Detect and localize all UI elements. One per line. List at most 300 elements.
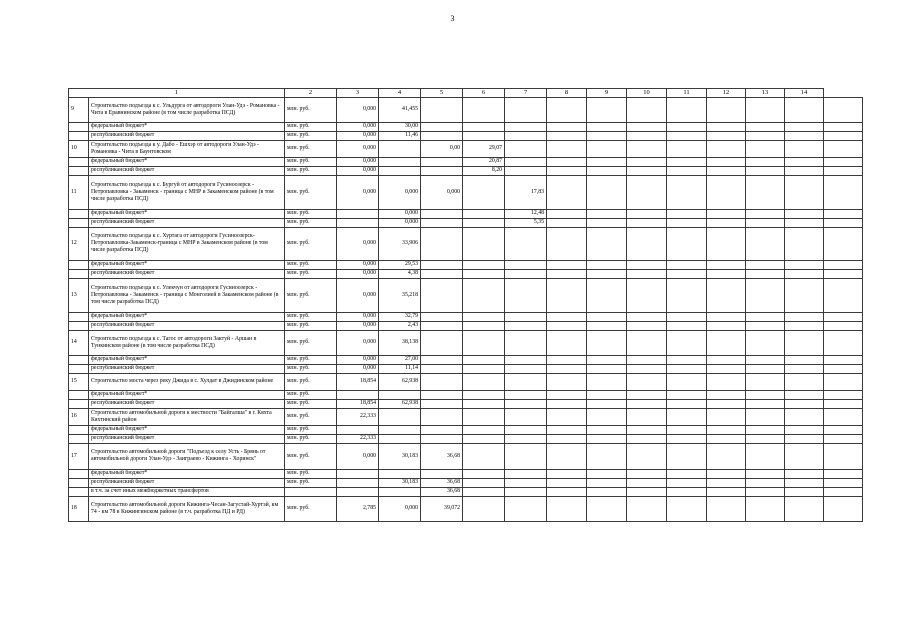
value-col5-cell: 36,68 bbox=[421, 478, 463, 487]
empty-cell bbox=[746, 355, 785, 364]
empty-cell bbox=[627, 140, 667, 157]
column-header: 11 bbox=[667, 89, 707, 98]
value-col4-cell: 11,46 bbox=[379, 131, 421, 140]
empty-cell bbox=[587, 321, 627, 330]
value-col4-cell: 0,000 bbox=[379, 175, 421, 209]
table-row bbox=[69, 227, 863, 260]
empty-cell bbox=[707, 166, 746, 175]
unit-cell: млн. руб. bbox=[285, 260, 337, 269]
value-col4-cell bbox=[379, 390, 421, 399]
row-number-cell: 14 bbox=[69, 330, 89, 355]
value-col4-cell: 33,906 bbox=[379, 227, 421, 260]
row-number-cell bbox=[69, 364, 89, 373]
value-col4-cell: 11,14 bbox=[379, 364, 421, 373]
value-col6-cell bbox=[463, 364, 505, 373]
item-name-cell: республиканский бюджет bbox=[89, 434, 285, 443]
row-number-cell bbox=[69, 260, 89, 269]
row-number-cell bbox=[69, 269, 89, 278]
empty-cell bbox=[547, 218, 587, 227]
empty-cell bbox=[824, 175, 863, 209]
value-col6-cell bbox=[463, 425, 505, 434]
empty-cell bbox=[824, 478, 863, 487]
unit-cell: млн. руб. bbox=[285, 425, 337, 434]
empty-cell bbox=[627, 278, 667, 312]
empty-cell bbox=[707, 443, 746, 469]
value-col4-cell: 30,00 bbox=[379, 122, 421, 131]
empty-cell bbox=[627, 218, 667, 227]
value-col5-cell bbox=[421, 399, 463, 408]
table-row bbox=[69, 175, 863, 209]
row-number-cell: 15 bbox=[69, 373, 89, 390]
row-number-cell bbox=[69, 469, 89, 478]
row-number-cell bbox=[69, 487, 89, 496]
empty-cell bbox=[587, 425, 627, 434]
empty-cell bbox=[746, 408, 785, 425]
empty-cell bbox=[824, 312, 863, 321]
empty-cell bbox=[824, 321, 863, 330]
value-col7-cell bbox=[505, 469, 547, 478]
empty-cell bbox=[667, 478, 707, 487]
unit-cell: млн. руб. bbox=[285, 390, 337, 399]
empty-cell bbox=[746, 399, 785, 408]
empty-cell bbox=[824, 131, 863, 140]
value-col6-cell bbox=[463, 312, 505, 321]
empty-cell bbox=[746, 97, 785, 122]
table-row bbox=[69, 166, 863, 175]
value-col5-cell bbox=[421, 97, 463, 122]
value-col3-cell: 0,000 bbox=[337, 175, 379, 209]
empty-cell bbox=[627, 496, 667, 521]
value-col6-cell bbox=[463, 330, 505, 355]
item-name-cell: федеральный бюджет* bbox=[89, 260, 285, 269]
empty-cell bbox=[547, 131, 587, 140]
empty-cell bbox=[587, 496, 627, 521]
row-number-cell bbox=[69, 478, 89, 487]
value-col7-cell bbox=[505, 278, 547, 312]
unit-cell: млн. руб. bbox=[285, 140, 337, 157]
unit-cell: млн. руб. bbox=[285, 496, 337, 521]
empty-cell bbox=[587, 408, 627, 425]
value-col5-cell bbox=[421, 364, 463, 373]
column-header: 10 bbox=[627, 89, 667, 98]
value-col4-cell: 38,138 bbox=[379, 330, 421, 355]
table-row bbox=[69, 157, 863, 166]
empty-cell bbox=[785, 330, 824, 355]
item-name-cell: Строительство автомобильной дороги "Подъезд к селу Усть - Брянь от автомобильной дороги Улан-Удэ - Заиграево - Кижинга - Хоринск" bbox=[89, 443, 285, 469]
value-col4-cell: 27,00 bbox=[379, 355, 421, 364]
table-row bbox=[69, 278, 863, 312]
empty-cell bbox=[627, 122, 667, 131]
empty-cell bbox=[587, 97, 627, 122]
empty-cell bbox=[587, 175, 627, 209]
empty-cell bbox=[547, 478, 587, 487]
empty-cell bbox=[746, 166, 785, 175]
empty-cell bbox=[547, 312, 587, 321]
value-col5-cell bbox=[421, 425, 463, 434]
empty-cell bbox=[746, 227, 785, 260]
value-col6-cell bbox=[463, 131, 505, 140]
item-name-cell: Строительство подъезда к с. Бургуй от автодороги Гусиноозерск - Петропавловка - Закаменск - граница с МНР в Закаменском районе (в том числе разработка ПСД) bbox=[89, 175, 285, 209]
value-col5-cell bbox=[421, 373, 463, 390]
table-row bbox=[69, 330, 863, 355]
unit-cell: млн. руб. bbox=[285, 434, 337, 443]
value-col7-cell bbox=[505, 157, 547, 166]
value-col5-cell bbox=[421, 390, 463, 399]
empty-cell bbox=[627, 408, 667, 425]
value-col6-cell: 20,87 bbox=[463, 157, 505, 166]
value-col5-cell bbox=[421, 330, 463, 355]
value-col7-cell bbox=[505, 330, 547, 355]
empty-cell bbox=[824, 364, 863, 373]
empty-cell bbox=[587, 278, 627, 312]
empty-cell bbox=[627, 390, 667, 399]
empty-cell bbox=[746, 122, 785, 131]
row-number-cell bbox=[69, 157, 89, 166]
table-row bbox=[69, 496, 863, 521]
empty-cell bbox=[547, 364, 587, 373]
row-number-cell: 17 bbox=[69, 443, 89, 469]
empty-cell bbox=[667, 496, 707, 521]
empty-cell bbox=[707, 278, 746, 312]
value-col3-cell: 18,854 bbox=[337, 373, 379, 390]
empty-cell bbox=[746, 140, 785, 157]
value-col5-cell bbox=[421, 355, 463, 364]
empty-cell bbox=[824, 399, 863, 408]
empty-cell bbox=[627, 330, 667, 355]
empty-cell bbox=[707, 209, 746, 218]
unit-cell: млн. руб. bbox=[285, 373, 337, 390]
table-row bbox=[69, 218, 863, 227]
value-col5-cell bbox=[421, 122, 463, 131]
column-header: 3 bbox=[337, 89, 379, 98]
empty-cell bbox=[707, 478, 746, 487]
empty-cell bbox=[627, 269, 667, 278]
value-col7-cell bbox=[505, 260, 547, 269]
empty-cell bbox=[587, 122, 627, 131]
empty-cell bbox=[707, 131, 746, 140]
empty-cell bbox=[785, 390, 824, 399]
value-col3-cell: 0,000 bbox=[337, 355, 379, 364]
value-col5-cell: 36,68 bbox=[421, 487, 463, 496]
column-header: 7 bbox=[505, 89, 547, 98]
empty-cell bbox=[785, 496, 824, 521]
value-col7-cell bbox=[505, 373, 547, 390]
unit-cell: млн. руб. bbox=[285, 218, 337, 227]
row-number-cell: 16 bbox=[69, 408, 89, 425]
empty-cell bbox=[824, 97, 863, 122]
value-col4-cell bbox=[379, 434, 421, 443]
item-name-cell: республиканский бюджет bbox=[89, 399, 285, 408]
value-col7-cell bbox=[505, 166, 547, 175]
empty-cell bbox=[746, 269, 785, 278]
empty-cell bbox=[587, 227, 627, 260]
empty-cell bbox=[547, 469, 587, 478]
item-name-cell: Строительство подъезда к с. Тагос от автодороги Зактуй - Аршан в Тункинском районе (в том числе разработка ПСД) bbox=[89, 330, 285, 355]
item-name-cell: республиканский бюджет bbox=[89, 269, 285, 278]
value-col6-cell bbox=[463, 209, 505, 218]
empty-cell bbox=[785, 122, 824, 131]
empty-cell bbox=[785, 278, 824, 312]
empty-cell bbox=[707, 390, 746, 399]
empty-cell bbox=[547, 330, 587, 355]
column-header: 8 bbox=[547, 89, 587, 98]
empty-cell bbox=[627, 425, 667, 434]
table-row bbox=[69, 469, 863, 478]
row-number-cell bbox=[69, 425, 89, 434]
empty-cell bbox=[547, 487, 587, 496]
value-col4-cell: 32,79 bbox=[379, 312, 421, 321]
item-name-cell: Строительство автомобильной дороги к местности "Байгалша" в г. Кяхта Кяхтинский район bbox=[89, 408, 285, 425]
empty-cell bbox=[667, 157, 707, 166]
empty-cell bbox=[627, 487, 667, 496]
empty-cell bbox=[824, 122, 863, 131]
value-col6-cell bbox=[463, 355, 505, 364]
empty-cell bbox=[707, 373, 746, 390]
empty-cell bbox=[707, 434, 746, 443]
empty-cell bbox=[707, 469, 746, 478]
value-col6-cell bbox=[463, 260, 505, 269]
empty-cell bbox=[667, 269, 707, 278]
empty-cell bbox=[667, 487, 707, 496]
empty-cell bbox=[547, 157, 587, 166]
value-col6-cell: 29,07 bbox=[463, 140, 505, 157]
item-name-cell: республиканский бюджет bbox=[89, 321, 285, 330]
empty-cell bbox=[785, 175, 824, 209]
empty-cell bbox=[785, 157, 824, 166]
empty-cell bbox=[667, 425, 707, 434]
value-col7-cell bbox=[505, 312, 547, 321]
table-row bbox=[69, 425, 863, 434]
value-col7-cell bbox=[505, 399, 547, 408]
row-number-cell: 11 bbox=[69, 175, 89, 209]
value-col6-cell bbox=[463, 434, 505, 443]
row-number-cell bbox=[69, 399, 89, 408]
row-number-cell bbox=[69, 166, 89, 175]
value-col6-cell bbox=[463, 469, 505, 478]
empty-cell bbox=[746, 443, 785, 469]
value-col4-cell bbox=[379, 166, 421, 175]
empty-cell bbox=[587, 399, 627, 408]
value-col5-cell bbox=[421, 278, 463, 312]
value-col4-cell: 29,53 bbox=[379, 260, 421, 269]
value-col3-cell: 0,000 bbox=[337, 312, 379, 321]
unit-cell: млн. руб. bbox=[285, 312, 337, 321]
value-col5-cell bbox=[421, 434, 463, 443]
value-col3-cell: 0,000 bbox=[337, 97, 379, 122]
empty-cell bbox=[746, 321, 785, 330]
unit-cell: млн. руб. bbox=[285, 97, 337, 122]
column-header: 9 bbox=[587, 89, 627, 98]
empty-cell bbox=[587, 390, 627, 399]
value-col5-cell: 36,68 bbox=[421, 443, 463, 469]
empty-cell bbox=[785, 364, 824, 373]
value-col4-cell bbox=[379, 140, 421, 157]
empty-cell bbox=[547, 269, 587, 278]
budget-table bbox=[68, 88, 863, 522]
item-name-cell: республиканский бюджет bbox=[89, 166, 285, 175]
empty-cell bbox=[627, 364, 667, 373]
unit-cell: млн. руб. bbox=[285, 209, 337, 218]
value-col3-cell: 0,000 bbox=[337, 140, 379, 157]
column-header: 13 bbox=[746, 89, 785, 98]
empty-cell bbox=[707, 330, 746, 355]
row-number-cell bbox=[69, 209, 89, 218]
table-row bbox=[69, 131, 863, 140]
empty-cell bbox=[707, 321, 746, 330]
empty-cell bbox=[587, 469, 627, 478]
value-col4-cell bbox=[379, 469, 421, 478]
value-col7-cell: 17,83 bbox=[505, 175, 547, 209]
unit-cell: млн. руб. bbox=[285, 278, 337, 312]
empty-cell bbox=[785, 443, 824, 469]
table-row bbox=[69, 269, 863, 278]
empty-cell bbox=[707, 97, 746, 122]
empty-cell bbox=[667, 390, 707, 399]
table-row bbox=[69, 260, 863, 269]
empty-cell bbox=[707, 408, 746, 425]
empty-cell bbox=[667, 399, 707, 408]
empty-cell bbox=[587, 443, 627, 469]
unit-cell: млн. руб. bbox=[285, 408, 337, 425]
item-name-cell: федеральный бюджет* bbox=[89, 390, 285, 399]
empty-cell bbox=[746, 469, 785, 478]
empty-cell bbox=[667, 227, 707, 260]
value-col6-cell bbox=[463, 321, 505, 330]
empty-cell bbox=[707, 269, 746, 278]
empty-cell bbox=[746, 487, 785, 496]
value-col5-cell bbox=[421, 321, 463, 330]
unit-cell bbox=[285, 487, 337, 496]
empty-cell bbox=[707, 364, 746, 373]
empty-cell bbox=[707, 227, 746, 260]
value-col6-cell bbox=[463, 278, 505, 312]
item-name-cell: в т.ч. за счет иных межбюджетных трансфертов bbox=[89, 487, 285, 496]
empty-cell bbox=[707, 312, 746, 321]
value-col6-cell bbox=[463, 175, 505, 209]
empty-cell bbox=[587, 355, 627, 364]
empty-cell bbox=[627, 373, 667, 390]
empty-cell bbox=[785, 312, 824, 321]
unit-cell: млн. руб. bbox=[285, 166, 337, 175]
empty-cell bbox=[627, 175, 667, 209]
empty-cell bbox=[627, 355, 667, 364]
empty-cell bbox=[785, 408, 824, 425]
value-col7-cell bbox=[505, 390, 547, 399]
empty-cell bbox=[587, 260, 627, 269]
value-col5-cell bbox=[421, 312, 463, 321]
value-col6-cell bbox=[463, 487, 505, 496]
value-col7-cell bbox=[505, 408, 547, 425]
empty-cell bbox=[587, 157, 627, 166]
table-row bbox=[69, 312, 863, 321]
value-col5-cell bbox=[421, 269, 463, 278]
item-name-cell: Строительство подъезда к у. Дабо - Ешхэр от автодороги Улан-Удэ - Романовка - Чита в Баунтовском bbox=[89, 140, 285, 157]
empty-cell bbox=[824, 166, 863, 175]
empty-cell bbox=[547, 97, 587, 122]
empty-cell bbox=[627, 399, 667, 408]
value-col3-cell bbox=[337, 469, 379, 478]
empty-cell bbox=[627, 469, 667, 478]
value-col7-cell bbox=[505, 131, 547, 140]
empty-cell bbox=[746, 157, 785, 166]
empty-cell bbox=[785, 355, 824, 364]
item-name-cell: федеральный бюджет* bbox=[89, 157, 285, 166]
value-col4-cell: 4,38 bbox=[379, 269, 421, 278]
value-col6-cell bbox=[463, 227, 505, 260]
empty-cell bbox=[627, 434, 667, 443]
empty-cell bbox=[785, 478, 824, 487]
empty-cell bbox=[707, 496, 746, 521]
column-header: 2 bbox=[285, 89, 337, 98]
empty-cell bbox=[587, 131, 627, 140]
value-col4-cell: 2,43 bbox=[379, 321, 421, 330]
empty-cell bbox=[587, 478, 627, 487]
empty-cell bbox=[547, 209, 587, 218]
value-col4-cell bbox=[379, 408, 421, 425]
column-header: 14 bbox=[785, 89, 824, 98]
item-name-cell: федеральный бюджет* bbox=[89, 209, 285, 218]
table-row bbox=[69, 478, 863, 487]
empty-cell bbox=[824, 209, 863, 218]
empty-cell bbox=[824, 487, 863, 496]
empty-cell bbox=[587, 330, 627, 355]
empty-cell bbox=[667, 408, 707, 425]
empty-cell bbox=[587, 269, 627, 278]
empty-cell bbox=[587, 487, 627, 496]
empty-cell bbox=[667, 260, 707, 269]
empty-cell bbox=[785, 269, 824, 278]
empty-cell bbox=[547, 399, 587, 408]
value-col7-cell bbox=[505, 478, 547, 487]
empty-cell bbox=[707, 218, 746, 227]
empty-cell bbox=[785, 321, 824, 330]
empty-cell bbox=[785, 260, 824, 269]
value-col3-cell: 0,000 bbox=[337, 122, 379, 131]
empty-cell bbox=[824, 373, 863, 390]
empty-cell bbox=[627, 478, 667, 487]
empty-cell bbox=[824, 218, 863, 227]
empty-cell bbox=[627, 227, 667, 260]
row-number-cell bbox=[69, 355, 89, 364]
item-name-cell: федеральный бюджет* bbox=[89, 355, 285, 364]
table-row bbox=[69, 209, 863, 218]
empty-cell bbox=[785, 131, 824, 140]
value-col6-cell bbox=[463, 97, 505, 122]
value-col5-cell: 0,00 bbox=[421, 140, 463, 157]
empty-cell bbox=[547, 355, 587, 364]
empty-cell bbox=[667, 278, 707, 312]
row-number-cell: 9 bbox=[69, 97, 89, 122]
unit-cell: млн. руб. bbox=[285, 330, 337, 355]
value-col7-cell bbox=[505, 227, 547, 260]
table-row bbox=[69, 443, 863, 469]
value-col6-cell bbox=[463, 399, 505, 408]
column-header: 5 bbox=[421, 89, 463, 98]
value-col5-cell bbox=[421, 227, 463, 260]
empty-cell bbox=[547, 227, 587, 260]
empty-cell bbox=[746, 373, 785, 390]
empty-cell bbox=[746, 496, 785, 521]
value-col3-cell: 0,000 bbox=[337, 269, 379, 278]
empty-cell bbox=[824, 355, 863, 364]
empty-cell bbox=[785, 140, 824, 157]
item-name-cell: республиканский бюджет bbox=[89, 478, 285, 487]
value-col3-cell: 22,333 bbox=[337, 434, 379, 443]
empty-cell bbox=[746, 260, 785, 269]
value-col7-cell bbox=[505, 122, 547, 131]
table-row bbox=[69, 355, 863, 364]
empty-cell bbox=[547, 496, 587, 521]
